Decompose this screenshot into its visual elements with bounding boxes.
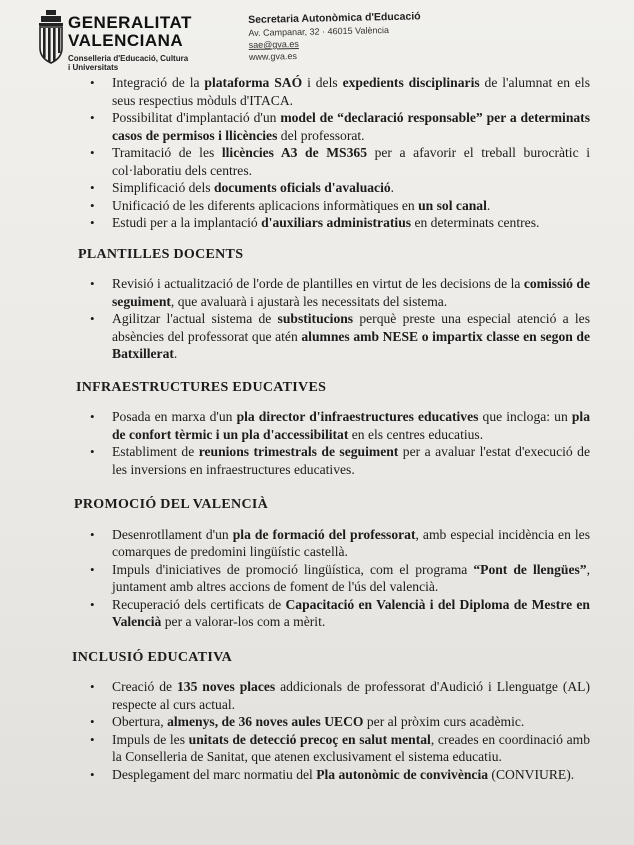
bold-text-run: unitats de detecció precoç en salut mental (188, 731, 431, 747)
text-run: Creació de (112, 679, 177, 694)
text-run: Recuperació dels certificats de (112, 596, 286, 612)
text-run: Revisió i actualització de l'orde de plantilles en virtut de les decisions de la (112, 276, 524, 291)
text-run: per a afavorir el treball burocràtic i col·laboratiu dels centres. (112, 145, 590, 178)
bold-text-run: 135 noves places (176, 679, 276, 694)
text-run: , juntament amb altres accions de foment de l'ús del valencià. (112, 561, 591, 594)
bold-text-run: Capacitació en Valencià i del Diploma de Mestre en Valencià (112, 596, 590, 629)
bullet-list (70, 678, 590, 783)
bold-text-run: un sol canal (418, 197, 487, 213)
text-run: (CONVIURE). (488, 766, 575, 782)
bold-text-run: expedients disciplinaris (342, 75, 480, 90)
secretaria-title: Secretaria Autonòmica d'Educació (248, 10, 421, 26)
text-run: que incloga: un (478, 409, 572, 424)
text-run: per a avaluar l'estat d'execució de les inversions en infraestructures educatives. (112, 444, 590, 477)
list-item (70, 713, 590, 731)
list-item (70, 678, 590, 713)
list-item (70, 74, 590, 109)
bold-text-run: “Pont de llengües” (473, 561, 587, 577)
list-item (70, 109, 590, 144)
conselleria-name-line-2: i Universitats (68, 63, 119, 72)
org-name-line-2: VALENCIANA (68, 31, 184, 50)
text-run: de l'alumnat en els seus respectius mòduls d'ITACA. (112, 75, 590, 108)
bold-text-run: Pla autonòmic de convivència (316, 766, 489, 782)
text-run: Agilitzar l'actual sistema de (112, 311, 278, 326)
text-run: . (486, 197, 491, 213)
bold-text-run: pla de formació del professorat (232, 526, 416, 542)
text-run: Desenrotllament d'un (112, 526, 233, 542)
section-heading: INFRAESTRUCTURES EDUCATIVES (76, 379, 327, 395)
text-run: Possibilitat d'implantació d'un (112, 110, 281, 125)
bold-text-run: llicències A3 de MS365 (221, 145, 367, 160)
bold-text-run: model de “declaració responsable” per a determinats casos de permisos i llicències (112, 110, 590, 143)
text-run: i dels (302, 75, 343, 90)
text-run: Impuls de les (112, 731, 189, 747)
text-run: , que avaluarà i ajustarà les necessitats del sistema. (170, 293, 448, 309)
document-body (70, 74, 590, 783)
secretaria-address: Av. Campanar, 32 · 46015 València (248, 25, 390, 38)
bullet-list (70, 74, 590, 232)
bold-text-run: reunions trimestrals de seguiment (198, 444, 399, 459)
list-item (70, 144, 590, 179)
letterhead (38, 8, 628, 78)
bold-text-run: pla de confort tèrmic i un pla d'accessibilitat (112, 409, 590, 442)
org-name-line-1: GENERALITAT (68, 13, 192, 32)
bold-text-run: almenys, de 36 noves aules UECO (167, 714, 364, 729)
text-run: en els centres educatius. (348, 426, 484, 442)
bold-text-run: alumnes amb NESE o impartix classe en segon de Batxillerat (112, 328, 590, 361)
bullet-list (70, 408, 590, 478)
text-run: , amb especial incidència en les comarques de predomini lingüístic castellà. (112, 526, 591, 559)
text-run: Impuls d'iniciatives de promoció lingüística, com el programa (112, 561, 474, 577)
text-run: Obertura, (112, 714, 168, 729)
text-run: en determinats centres. (411, 215, 540, 230)
text-run: Estudi per a la implantació (112, 215, 262, 230)
list-item (70, 766, 590, 784)
bold-text-run: plataforma SAÓ (204, 75, 303, 90)
list-item (70, 731, 590, 766)
text-run: per a valorar-los com a mèrit. (161, 614, 326, 629)
section-heading: PLANTILLES DOCENTS (78, 246, 244, 262)
list-item (70, 526, 590, 561)
list-item (70, 214, 590, 232)
bullet-list (70, 526, 590, 631)
list-item (70, 408, 590, 443)
text-run: . (390, 180, 395, 195)
generalitat-logo-icon (38, 10, 64, 64)
text-run: Integració de la (112, 75, 205, 90)
list-item (70, 596, 590, 631)
secretaria-email-link[interactable]: sae@gva.es (248, 38, 299, 50)
text-run: per al pròxim curs acadèmic. (363, 714, 525, 729)
text-run: Simplificació dels (112, 180, 214, 195)
bullet-list (70, 275, 590, 363)
list-item (70, 443, 590, 478)
text-run: Establiment de (112, 444, 199, 459)
bold-text-run: d'auxiliars administratius (261, 215, 412, 230)
list-item (70, 561, 590, 596)
list-item (70, 275, 590, 310)
text-run: Unificació de les diferents aplicacions informàtiques en (112, 197, 419, 213)
secretaria-web-link[interactable]: www.gva.es (248, 50, 298, 62)
text-run: . (173, 346, 178, 361)
bold-text-run: substitucions (277, 311, 354, 326)
text-run: del professorat. (277, 127, 365, 143)
text-run: , creades en coordinació amb la Conselleria de Sanitat, que atenen exclusivament el sistema educatiu. (112, 731, 590, 764)
text-run: Posada en marxa d'un (112, 409, 237, 424)
list-item (70, 197, 590, 215)
section-heading: PROMOCIÓ DEL VALENCIÀ (74, 497, 269, 512)
text-run: perquè preste una especial atenció a les absències del professorat que atén (112, 311, 590, 344)
bold-text-run: pla director d'infraestructures educatives (236, 409, 479, 424)
conselleria-name-line-1: Conselleria d'Educació, Cultura (68, 54, 189, 63)
list-item (70, 310, 590, 363)
bold-text-run: documents oficials d'avaluació (213, 180, 391, 195)
text-run: Tramitació de les (112, 145, 222, 160)
bold-text-run: comissió de seguiment (112, 276, 590, 309)
list-item (70, 179, 590, 197)
secretaria-block (248, 10, 421, 63)
text-run: Desplegament del marc normatiu del (112, 766, 317, 782)
text-run: addicionals de professorat d'Audició i Llenguatge (AL) respecte al curs actual. (112, 679, 591, 712)
section-heading: INCLUSIÓ EDUCATIVA (72, 649, 233, 665)
